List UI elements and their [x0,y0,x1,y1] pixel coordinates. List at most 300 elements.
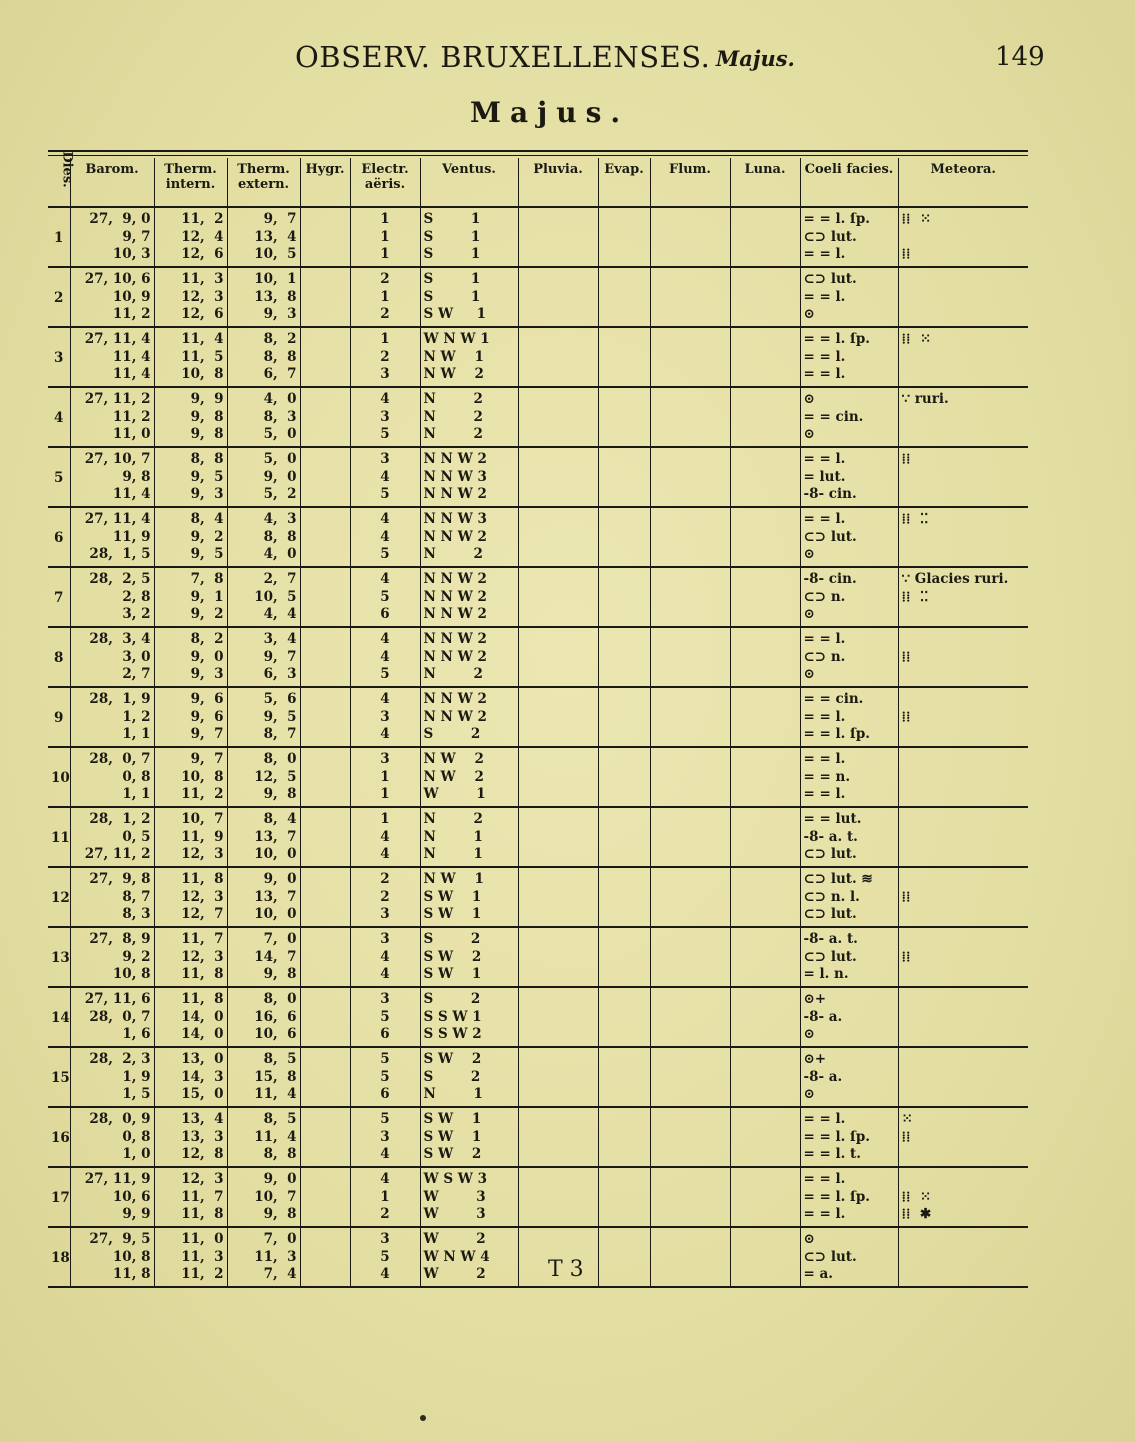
therm-intern-cell [154,387,227,447]
flum-cell [650,507,730,567]
cell-line: 1 [380,211,390,227]
cell-line: S 2 [423,991,481,1007]
cell-line: S W 2 [423,948,482,965]
coeli-facies-cell [800,687,898,747]
pluvia-cell [518,207,598,267]
cell-line: ⊂⊃ n. [803,648,846,665]
cell-line: 27, 11, 4 [84,511,151,527]
cell-line: 0, 5 [122,828,151,845]
cell-line [902,1231,1026,1249]
cell-line: 9, 2 [190,606,224,622]
therm-intern-cell [154,807,227,867]
cell-line: 9, 8 [263,1206,297,1222]
electr-cell [350,747,420,807]
col-hygr: Hygr. [300,158,350,207]
cell-line [902,349,1026,367]
cell-line [902,529,1026,547]
electr-cell [350,1107,420,1167]
cell-line: 5 [380,1111,390,1127]
cell-line: 9, 2 [190,528,224,545]
barom-cell [70,1227,154,1287]
day-cell: 17 [48,1167,70,1227]
cell-line: = = l. [803,348,846,365]
day-cell: 13 [48,927,70,987]
cell-line: 5 [380,588,390,605]
cell-line: 2 [380,871,390,887]
flum-cell [650,387,730,447]
coeli-facies-cell [800,1107,898,1167]
cell-line: S 2 [423,1068,481,1085]
cell-line: 11, 8 [181,966,224,982]
day-cell: 1 [48,207,70,267]
cell-line: 10, 8 [181,768,224,785]
cell-line: 11, 4 [181,331,224,347]
luna-cell [730,927,800,987]
ventus-cell [420,327,518,387]
observation-table [48,151,1028,1288]
cell-line: 11, 9 [112,528,151,545]
cell-line: 1, 0 [122,1146,151,1162]
ventus-cell [420,987,518,1047]
meteora-cell [898,627,1028,687]
cell-line: 8, 7 [263,726,297,742]
cell-line: 13, 4 [254,228,297,245]
evap-cell [598,627,650,687]
cell-line: 9, 0 [263,871,297,887]
col-luna: Luna. [730,158,800,207]
cell-line: 9, 2 [122,948,151,965]
cell-line: 3 [380,1231,390,1247]
cell-line: ⁞⁞ [901,708,911,725]
flum-cell [650,627,730,687]
meteora-cell [898,387,1028,447]
day-cell: 15 [48,1047,70,1107]
cell-line: = l. n. [803,966,849,982]
cell-line: ⁞⁞ [901,246,911,262]
cell-line: S 1 [423,211,481,227]
cell-line: N N W 2 [423,451,487,467]
cell-line: ⁞⁞ ✱ [901,1206,932,1222]
cell-line: 4 [380,726,390,742]
therm-extern-cell [227,807,300,867]
cell-line: 4 [380,1171,390,1187]
cell-line [902,606,1026,624]
cell-line: 2, 7 [122,666,151,682]
day-cell: 18 [48,1227,70,1287]
cell-line: 11, 0 [181,1231,224,1247]
cell-line: 2 [380,1206,390,1222]
cell-line [902,409,1026,427]
cell-line: 9, 5 [263,708,297,725]
cell-line: 9, 3 [190,486,224,502]
therm-extern-cell [227,627,300,687]
cell-line: 1, 1 [122,726,151,742]
flum-cell [650,447,730,507]
cell-line: 1, 5 [122,1086,151,1102]
pluvia-cell [518,267,598,327]
cell-line: 11, 2 [112,408,151,425]
cell-line: S W 1 [423,1111,482,1127]
coeli-facies-cell [800,747,898,807]
cell-line: 4 [380,511,390,527]
cell-line: = = l. [803,1171,846,1187]
cell-line: 8, 8 [263,528,297,545]
cell-line [902,906,1026,924]
barom-cell [70,747,154,807]
cell-line: 10, 8 [112,966,151,982]
cell-line: 13, 7 [254,888,297,905]
cell-line [902,786,1026,804]
cell-line [902,1146,1026,1164]
therm-intern-cell [154,687,227,747]
cell-line: 9, 3 [190,666,224,682]
cell-line: ⁞⁞ [901,888,911,905]
cell-line: W 3 [423,1206,486,1222]
cell-line: 2, 7 [263,571,297,587]
cell-line: ⊂⊃ lut. [803,846,857,862]
cell-line: 0, 8 [122,768,151,785]
electr-cell [350,687,420,747]
cell-line: 11, 5 [181,348,224,365]
cell-line: 4 [380,846,390,862]
cell-line [902,271,1026,289]
luna-cell [730,747,800,807]
therm-intern-cell [154,1107,227,1167]
barom-cell [70,507,154,567]
day-cell: 9 [48,687,70,747]
hygr-cell [300,747,350,807]
hygr-cell [300,267,350,327]
cell-line [902,829,1026,847]
evap-cell [598,447,650,507]
cell-line: 4 [380,648,390,665]
cell-line: 8, 8 [263,1146,297,1162]
barom-cell [70,687,154,747]
cell-line: 14, 3 [181,1068,224,1085]
cell-line: S S W 1 [423,1008,482,1025]
cell-line: N 2 [423,811,483,827]
cell-line: 27, 8, 9 [89,931,151,947]
cell-line: ⊂⊃ lut. [803,271,857,287]
hygr-cell [300,447,350,507]
pluvia-cell [518,687,598,747]
pluvia-cell [518,327,598,387]
cell-line: N N W 2 [423,648,487,665]
therm-intern-cell [154,267,227,327]
cell-line: 8, 3 [122,906,151,922]
flum-cell [650,1107,730,1167]
top-rule [48,150,1028,152]
cell-line: 4, 0 [263,546,297,562]
cell-line: 1, 2 [122,708,151,725]
cell-line: 11, 8 [181,991,224,1007]
cell-line: 28, 0, 7 [89,751,151,767]
ink-spot [420,1415,426,1421]
table-row [48,687,1028,747]
cell-line: 4 [380,828,390,845]
barom-cell [70,807,154,867]
col-barom: Barom. [70,158,154,207]
cell-line: ⊂⊃ lut. [803,948,857,965]
hygr-cell [300,387,350,447]
cell-line: 9, 7 [263,211,297,227]
table-row [48,1107,1028,1167]
cell-line: 11, 8 [112,1266,151,1282]
cell-line: 1, 1 [122,786,151,802]
cell-line: ⁞⁞ ⁙ [901,211,932,227]
hygr-cell [300,327,350,387]
cell-line: S W 1 [423,966,482,982]
table-row [48,567,1028,627]
cell-line: 9, 8 [263,786,297,802]
cell-line: 10, 5 [254,588,297,605]
cell-line: 13, 7 [254,828,297,845]
page-number: 149 [995,42,1045,72]
ventus-cell [420,747,518,807]
cell-line: 11, 2 [181,786,224,802]
therm-extern-cell [227,567,300,627]
evap-cell [598,1227,650,1287]
pluvia-cell [518,447,598,507]
flum-cell [650,1227,730,1287]
electr-cell [350,927,420,987]
cell-line: 27, 9, 0 [89,211,151,227]
pluvia-cell [518,987,598,1047]
table-row [48,1227,1028,1287]
cell-line: ⊂⊃ lut. [803,228,857,245]
cell-line: N N W 3 [423,468,487,485]
cell-line: 4 [380,691,390,707]
cell-line: 11, 9 [181,828,224,845]
barom-cell [70,627,154,687]
cell-line: 13, 8 [254,288,297,305]
cell-line: 1 [380,768,390,785]
cell-line: 3 [380,751,390,767]
day-cell: 7 [48,567,70,627]
cell-line: S 1 [423,271,481,287]
luna-cell [730,987,800,1047]
hygr-cell [300,867,350,927]
cell-line: 4 [380,391,390,407]
cell-line: 4 [380,966,390,982]
cell-line: 27, 11, 2 [84,846,151,862]
evap-cell [598,687,650,747]
cell-line: 5 [380,1248,390,1265]
cell-line: 15, 8 [254,1068,297,1085]
cell-line: S 1 [423,288,481,305]
ventus-cell [420,807,518,867]
pluvia-cell [518,1047,598,1107]
footer-signature: T 3 [548,1257,584,1282]
barom-cell [70,567,154,627]
barom-cell [70,927,154,987]
electr-cell [350,447,420,507]
cell-line: N N W 3 [423,511,487,527]
cell-line: 3 [380,931,390,947]
cell-line: 11, 4 [254,1086,297,1102]
cell-line: S W 1 [423,1128,482,1145]
table-row [48,867,1028,927]
cell-line [902,306,1026,324]
cell-line: -8- a. [803,1008,843,1025]
cell-line: = = l. t. [803,1146,861,1162]
cell-line: W N W 4 [423,1248,490,1265]
cell-line: 3, 0 [122,648,151,665]
coeli-facies-cell [800,567,898,627]
cell-line: 8, 5 [263,1111,297,1127]
cell-line: = lut. [803,468,846,485]
cell-line [902,751,1026,769]
cell-line [902,931,1026,949]
cell-line: W S W 3 [423,1171,488,1187]
cell-line [902,1266,1026,1284]
therm-intern-cell [154,927,227,987]
luna-cell [730,327,800,387]
cell-line [902,1249,1026,1267]
evap-cell [598,747,650,807]
cell-line: 4, 0 [263,391,297,407]
cell-line: = = l. ſp. [803,1188,870,1205]
day-cell: 6 [48,507,70,567]
therm-extern-cell [227,387,300,447]
cell-line: N W 1 [423,348,484,365]
cell-line: = = l. [803,751,846,767]
cell-line: ⊙ [803,546,815,562]
therm-extern-cell [227,1047,300,1107]
pluvia-cell [518,1107,598,1167]
cell-line: = = cin. [803,408,864,425]
barom-cell [70,987,154,1047]
cell-line: 27, 11, 2 [84,391,151,407]
cell-line: 5 [380,486,390,502]
cell-line [902,486,1026,504]
cell-line: = a. [803,1266,833,1282]
luna-cell [730,867,800,927]
cell-line: 9, 1 [190,588,224,605]
cell-line: 9, 5 [190,468,224,485]
table-row [48,807,1028,867]
cell-line: 4 [380,631,390,647]
cell-line: ∵ Glacies ruri. [901,571,1009,587]
cell-line: N N W 2 [423,691,487,707]
coeli-facies-cell [800,447,898,507]
cell-line: 1 [380,246,390,262]
cell-line: 1 [380,1188,390,1205]
flum-cell [650,327,730,387]
cell-line: = = l. [803,786,846,802]
cell-line: 4, 3 [263,511,297,527]
coeli-facies-cell [800,327,898,387]
barom-cell [70,207,154,267]
evap-cell [598,987,650,1047]
cell-line: ⊂⊃ lut. ≋ [803,871,873,887]
cell-line: 11, 4 [112,348,151,365]
cell-line: 8, 2 [190,631,224,647]
col-therm-intern: Therm. intern. [154,158,227,207]
cell-line: = = l. [803,511,846,527]
cell-line: 11, 2 [181,211,224,227]
cell-line: 5 [380,666,390,682]
cell-line: W 1 [423,786,486,802]
table-row [48,207,1028,267]
cell-line: 5 [380,1051,390,1067]
ventus-cell [420,387,518,447]
cell-line: 14, 7 [254,948,297,965]
cell-line: 10, 3 [112,246,151,262]
pluvia-cell [518,747,598,807]
cell-line: 5, 0 [263,426,297,442]
cell-line: 27, 10, 7 [84,451,151,467]
cell-line: = = n. [803,768,851,785]
cell-line: 4, 4 [263,606,297,622]
cell-line [902,1086,1026,1104]
ventus-cell [420,867,518,927]
cell-line: 10, 9 [112,288,151,305]
cell-line [902,1009,1026,1027]
table-row [48,927,1028,987]
cell-line: ⊙ [803,606,815,622]
coeli-facies-cell [800,1047,898,1107]
cell-line: = = l. ſp. [803,331,870,347]
cell-line: 7, 4 [263,1266,297,1282]
cell-line: 12, 3 [181,1171,224,1187]
cell-line: 3, 2 [122,606,151,622]
evap-cell [598,1047,650,1107]
electr-cell [350,1047,420,1107]
col-coeli-facies: Coeli facies. [800,158,898,207]
cell-line: 4 [380,571,390,587]
cell-line: 1 [380,288,390,305]
ventus-cell [420,627,518,687]
cell-line: 12, 3 [181,288,224,305]
pluvia-cell [518,1167,598,1227]
day-cell: 16 [48,1107,70,1167]
cell-line: -8- cin. [803,486,857,502]
cell-line: 9, 7 [190,751,224,767]
cell-line: 10, 0 [254,846,297,862]
hygr-cell [300,1107,350,1167]
cell-line: S 2 [423,726,481,742]
luna-cell [730,1227,800,1287]
cell-line: 16, 6 [254,1008,297,1025]
cell-line: 28, 0, 7 [89,1008,151,1025]
electr-cell [350,327,420,387]
cell-line [902,871,1026,889]
cell-line: S 1 [423,246,481,262]
cell-line: 13, 4 [181,1111,224,1127]
col-meteora: Meteora. [898,158,1028,207]
cell-line: S W 1 [423,888,482,905]
cell-line: 3 [380,991,390,1007]
cell-line [902,426,1026,444]
cell-line: N W 1 [423,871,484,887]
cell-line: 8, 0 [263,751,297,767]
barom-cell [70,387,154,447]
coeli-facies-cell [800,987,898,1047]
electr-cell [350,507,420,567]
cell-line: 12, 8 [181,1146,224,1162]
cell-line: ⊙ [803,426,815,442]
day-cell: 2 [48,267,70,327]
day-cell: 11 [48,807,70,867]
cell-line: 1 [380,811,390,827]
cell-line: 8, 3 [263,408,297,425]
cell-line: N 2 [423,408,483,425]
therm-intern-cell [154,867,227,927]
cell-line: -8- cin. [803,571,857,587]
cell-line: N W 2 [423,768,484,785]
cell-line: 27, 10, 6 [84,271,151,287]
